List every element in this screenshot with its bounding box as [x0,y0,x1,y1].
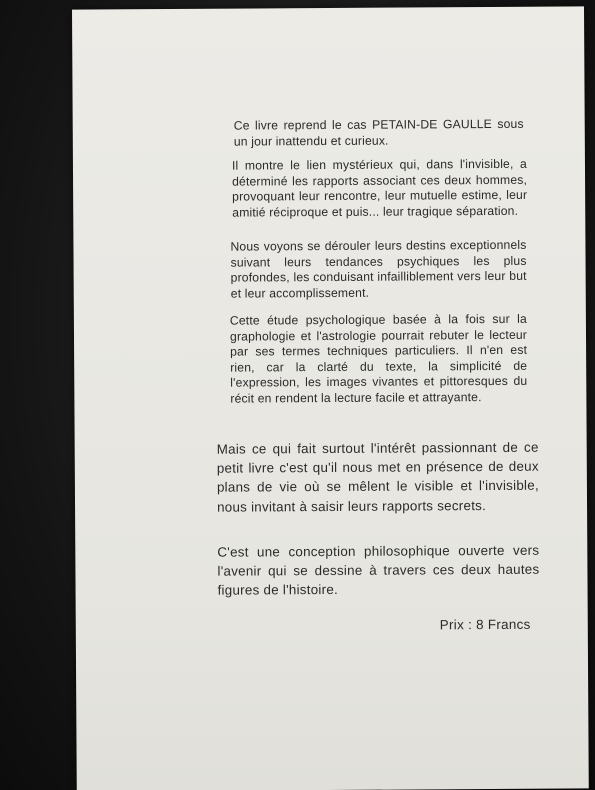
blurb-paragraph-2: Il montre le lien mystérieux qui, dans l'invisible, a déterminé les rapports associant ces deux hommes, provoquant leur rencontre, leur mutuelle estime, leur amitié réciproque et puis... leur tragique séparation. [231,156,528,220]
price-label: Prix : 8 Francs [439,616,531,633]
blurb-paragraph-5: Mais ce qui fait surtout l'intérêt passionnant de ce petit livre c'est qu'il nous met en présence de deux plans de vie où se mêlent le visible et l'invisible, nous invitant à saisir leurs rapports secrets. [216,439,539,515]
book-back-cover [72,6,589,790]
blurb-paragraph-6: C'est une conception philosophique ouverte vers l'avenir qui se dessine à travers ces deux hautes figures de l'histoire. [217,542,540,599]
blurb-text [162,112,547,633]
blurb-paragraph-3: Nous voyons se dérouler leurs destins exceptionnels suivant leurs tendances psychiques les plus profondes, les conduisant infailliblement vers leur but et leur accomplissement. [230,237,527,301]
blurb-paragraph-1: Ce livre reprend le cas PETAIN-DE GAULLE sous un jour inattendu et curieux. [233,116,524,149]
blurb-paragraph-4: Cette étude psychologique basée à la fois sur la graphologie et l'astrologie pourrait rebuter le lecteur par ses termes techniques particuliers. Il n'en est rien, car la clarté du texte, la simplicité de l'expression, les images vivantes et pittoresques du récit en rendent la lecture facile et attrayante. [229,311,528,406]
